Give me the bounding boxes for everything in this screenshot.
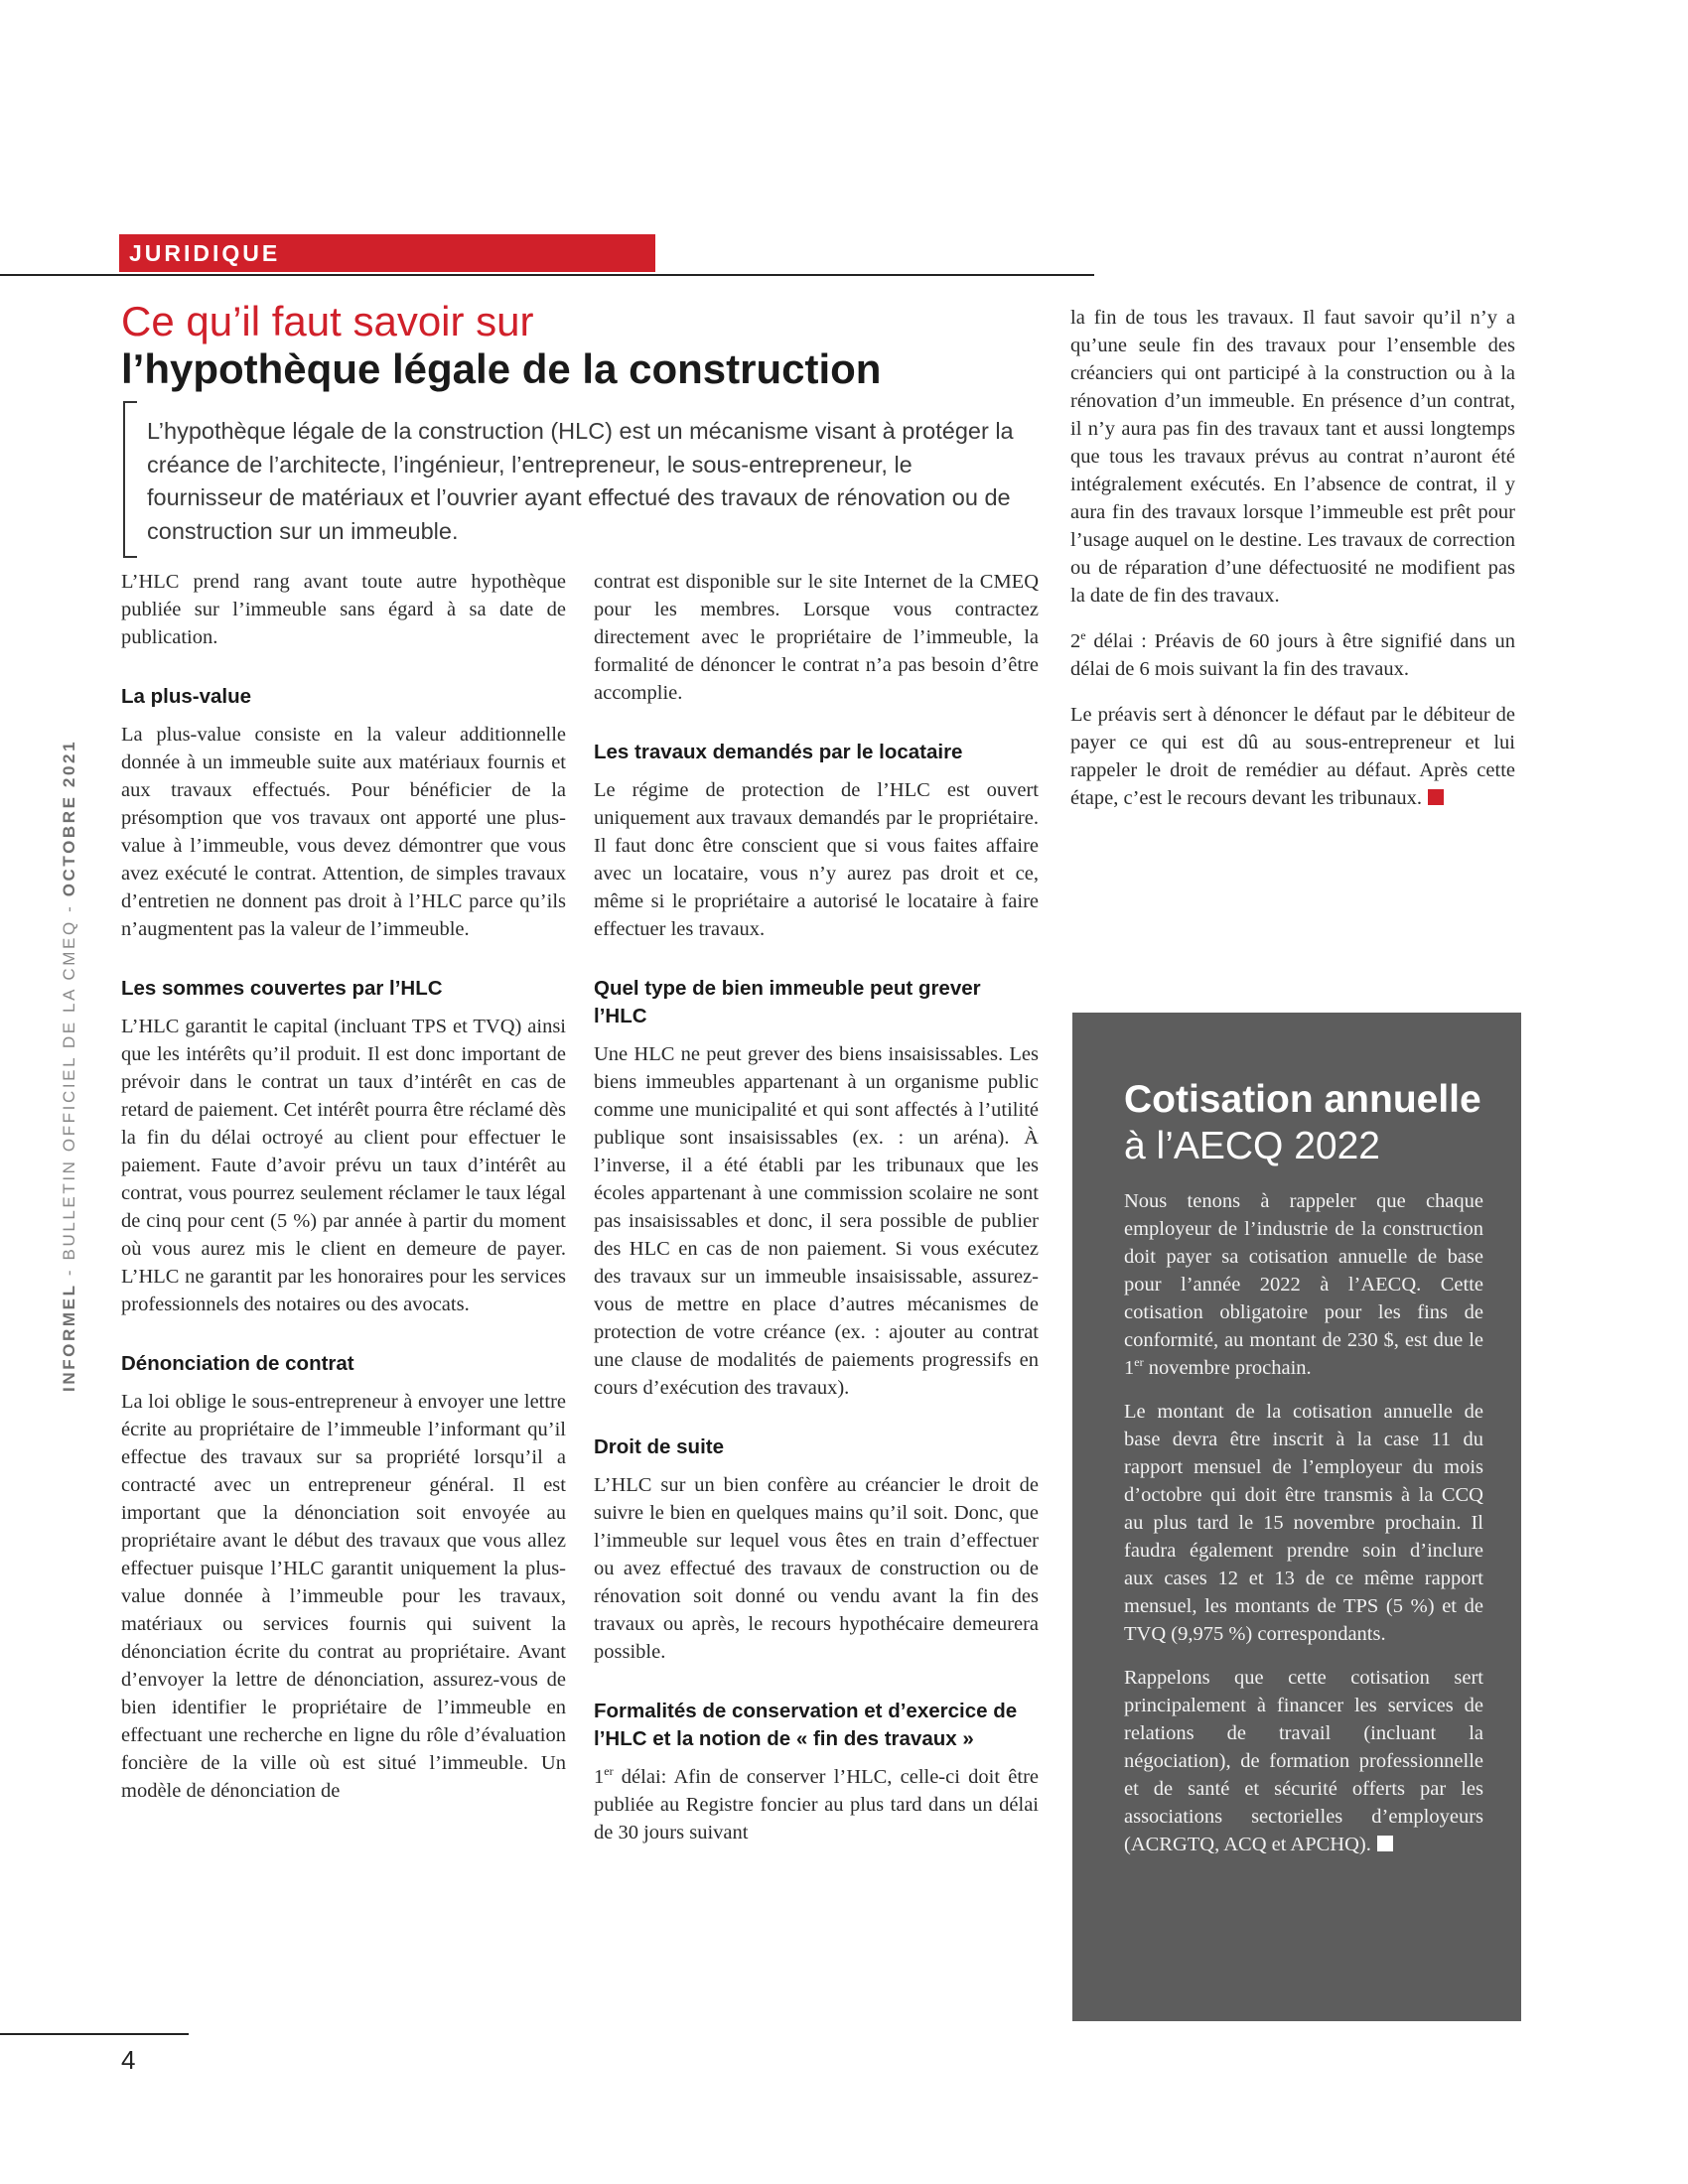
box-p1-text-a: Nous tenons à rappeler que chaque employeur de l’industrie de la construction doit payer sa cotisation annuelle de base pour l’année 2022 à l’AECQ. Cette cotisation obligatoire pour les fins de conformité, au montant de 230 $, est due le 1 [1124,1190,1483,1379]
box-p1-ordinal: er [1134,1355,1144,1370]
column-2 [594,568,1039,1864]
heading-sommes: Les sommes couvertes par l’HLC [121,977,443,1000]
paragraph-fin-des-travaux: la fin de tous les travaux. Il faut savoir qu’il n’y a qu’une seule fin des travaux pour l’ensemble des créanciers qui ont participé à la construction ou à la rénovation d’un immeuble. En présence d’un contrat, il n’y aura pas fin des travaux tant et aussi longtemps que tous les travaux prévus au contrat n’auront été intégralement exécutés. En l’absence de contrat, il y aura fin des travaux lorsque l’immeuble est prêt pour l’usage auquel on le destine. Les travaux de correction ou de réparation d’une défectuosité ne modifient pas la date de fin des travaux. [1070,307,1515,607]
article-kicker: Ce qu’il faut savoir sur [121,298,534,344]
paragraph-locataire: Le régime de protection de l’HLC est ouvert uniquement aux travaux demandés par le propriétaire. Il faut donc être conscient que si vous faites affaire avec un locataire, vous n’y aurez pas droit et ce, même si le propriétaire a autorisé le locataire à faire effectuer les travaux. [594,779,1039,940]
box-paragraph-1 [1124,1187,1483,1382]
paragraph-delai-1 [594,1763,1039,1846]
running-header [60,739,79,1392]
running-header-pub: INFORMEL [60,1283,78,1392]
box-p3-text: Rappelons que cette cotisation sert principalement à financer les services de relations de travail (incluant la négociation), de formation professionnelle et de santé et sécurité offerts par les associations sectorielles d’employeurs (ACRGTQ, ACQ et APCHQ). [1124,1667,1483,1855]
delai-2-ordinal: e [1080,628,1086,643]
box-subtitle: à l’AECQ 2022 [1124,1125,1380,1167]
paragraph-plus-value: La plus-value consiste en la valeur additionnelle donnée à un immeuble suite aux matériaux fournis et aux travaux effectués. Pour bénéficier de la présomption que vos travaux ont apporté une plus-value à l’immeuble, vous devez démontrer que vous avez exécuté le contrat. Attention, de simples travaux d’entretien ne donnent pas droit à l’HLC parce qu’ils n’augmentent pas la valeur de l’immeuble. [121,724,566,940]
heading-locataire: Les travaux demandés par le locataire [594,741,963,763]
heading-formalites: Formalités de conservation et d’exercice de l’HLC et la notion de « fin des travaux » [594,1700,1018,1750]
delai-1-text: délai: Afin de conserver l’HLC, celle-ci doit être publiée au Registre foncier au plus tard dans un délai de 30 jours suivant [594,1766,1039,1843]
paragraph-delai-2 [1070,627,1515,683]
box-end-mark [1377,1836,1393,1851]
running-header-bulletin: BULLETIN OFFICIEL DE LA CMEQ [60,919,78,1261]
running-header-issue: OCTOBRE 2021 [60,739,78,897]
intro-paragraph: L’HLC prend rang avant toute autre hypothèque publiée sur l’immeuble sans égard à sa date de publication. [121,571,566,648]
box-p1-text-b: novembre prochain. [1143,1357,1312,1379]
paragraph-continued: contrat est disponible sur le site Internet de la CMEQ pour les membres. Lorsque vous contractez directement avec le propriétaire de l’immeuble, la formalité de dénoncer le contrat n’a pas besoin d’être accomplie. [594,571,1039,704]
paragraph-denonciation: La loi oblige le sous-entrepreneur à envoyer une lettre écrite au propriétaire de l’immeuble l’informant qu’il effectue des travaux sur sa propriété lorsqu’il a contracté avec un entrepreneur général. Il est important que la dénonciation soit envoyée au propriétaire avant le début des travaux que vous allez effectuer puisque l’HLC garantit uniquement la plus-value donnée à l’immeuble pour les travaux, matériaux ou services fournis qui suivent la dénonciation écrite du contrat au propriétaire. Avant d’envoyer la lettre de dénonciation, assurez-vous de bien identifier le propriétaire de l’immeuble en effectuant une recherche en ligne du rôle d’évaluation foncière de la ville où est situé l’immeuble. Un modèle de dénonciation de [121,1391,566,1802]
footer-rule [0,2033,189,2035]
article-headline: l’hypothèque légale de la construction [121,345,882,392]
page-number: 4 [121,2045,136,2075]
column-3 [1070,304,1515,830]
heading-plus-value: La plus-value [121,685,252,708]
paragraph-preavis [1070,701,1515,812]
heading-droit-de-suite: Droit de suite [594,1435,724,1458]
running-header-sep-2: - [60,896,78,920]
delai-2-number: 2 [1070,630,1081,652]
preavis-text: Le préavis sert à dénoncer le défaut par le débiteur de payer ce qui est dû au sous-entrepreneur et lui rappeler le droit de remédier au défaut. Après cette étape, c’est le recours devant les tribunaux. [1070,704,1515,809]
box-title: Cotisation annuelle [1124,1078,1481,1121]
lead-paragraph: L’hypothèque légale de la construction (HLC) est un mécanisme visant à protéger la créance de l’architecte, l’ingénieur, l’entrepreneur, le sous-entrepreneur, le fournisseur de matériaux et l’ouvrier ayant effectué des travaux de rénovation ou de construction sur un immeuble. [147,418,1014,544]
box-body [1124,1187,1483,1874]
box-paragraph-2: Le montant de la cotisation annuelle de base devra être inscrit à la case 11 du rapport mensuel de l’employeur du mois d’octobre qui doit être transmis à la CCQ au plus tard le 15 novembre prochain. Il faudra également prendre soin d’inclure aux cases 12 et 13 de ce même rapport mensuel, les montants de TPS (5 %) et de TVQ (9,975 %) correspondants. [1124,1401,1483,1645]
cotisation-sidebar-box [1072,1013,1521,2021]
delai-1-number: 1 [594,1766,605,1788]
paragraph-sommes: L’HLC garantit le capital (incluant TPS et TVQ) ainsi que les intérêts qu’il produit. Il est donc important de prévoir dans le contrat un taux d’intérêt en cas de retard de paiement. Cet intérêt pourra être réclamé dès la fin du délai octroyé au client pour effectuer le paiement. Faute d’avoir prévu un taux d’intérêt au contrat, vous pourrez seulement réclamer le taux légal de cinq pour cent (5 %) par année à partir du moment où vous aurez mis le client en demeure de payer. L’HLC ne garantit par les honoraires pour les services professionnels des notaires ou des avocats. [121,1016,566,1315]
paragraph-droit-de-suite: L’HLC sur un bien confère au créancier le droit de suivre le bien en quelques mains qu’il soit. Donc, que l’immeuble sur lequel vous êtes en train d’effectuer ou avez effectué des travaux de construction ou de rénovation soit donné ou vendu avant la fin des travaux ou après, le recours hypothécaire demeurera possible. [594,1474,1039,1663]
header-rule [0,274,1094,276]
paragraph-bien-immeuble: Une HLC ne peut grever des biens insaisissables. Les biens immeubles appartenant à un organisme public comme une municipalité et qui sont affectés à l’utilité publique sont insaisissables (ex. : un aréna). À l’inverse, il a été établi par les tribunaux que les écoles appartenant à une commission scolaire ne sont pas insaisissables et donc, il sera possible de publier des HLC en cas de non paiement. Si vous exécutez des travaux sur un immeuble insaisissable, assurez-vous de mettre en place d’autres mécanismes de protection de votre créance (ex. : ajouter au contrat une clause de modalités de paiements progressifs en cours d’exécution des travaux). [594,1043,1039,1399]
delai-1-ordinal: er [604,1764,614,1779]
column-1 [121,568,566,1823]
delai-2-text: délai : Préavis de 60 jours à être signifié dans un délai de 6 mois suivant la fin des travaux. [1070,630,1515,680]
heading-bien-immeuble: Quel type de bien immeuble peut grever l’HLC [594,977,981,1027]
box-paragraph-3 [1124,1664,1483,1858]
running-header-sep-1: - [60,1260,78,1284]
article-end-mark [1428,789,1444,805]
heading-denonciation: Dénonciation de contrat [121,1352,354,1375]
section-label: JURIDIQUE [119,234,655,272]
lead-block [123,401,1019,558]
